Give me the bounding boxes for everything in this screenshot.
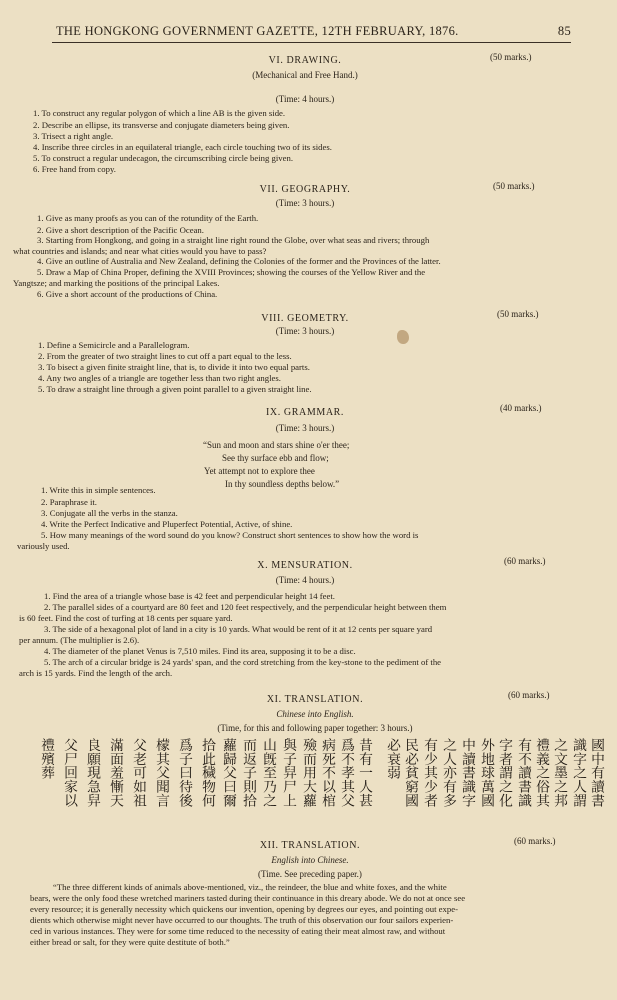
chinese-column: 中讀書識字 [459,738,475,807]
drawing-q4: 4. Inscribe three circles in an equilateral triangle, each circle touching two of its sides. [33,142,332,152]
chinese-column: 與子舁尸上 [280,738,296,807]
chinese-column: 檬其父聞言 [153,738,169,807]
geometry-q1: 1. Define a Semicircle and a Parallelogram. [38,340,190,350]
page-number: 85 [557,24,571,38]
geometry-q3: 3. To bisect a given finite straight line, that is, to divide it into two equal parts. [38,362,310,372]
grammar-q5-cont: variously used. [17,541,70,551]
mensuration-q3: 3. The side of a hexagonal plot of land in a city is 10 yards. What would be rent of it at 12 cents per square yard [44,624,433,634]
time-grammar: (Time: 3 hours.) [275,423,335,433]
geometry-q4: 4. Any two angles of a triangle are together less than two right angles. [38,373,281,383]
chinese-column: 有不讀書識 [515,738,531,807]
chinese-column: 國中有讀書 [588,738,604,807]
marks-grammar: (40 marks.) [500,403,542,413]
chinese-column: 爲子曰待後 [176,738,192,807]
geometry-q2: 2. From the greater of two straight lines to cut off a part equal to the less. [38,351,292,361]
geography-q2: 2. Give a short description of the Pacific Ocean. [37,225,204,235]
mensuration-q5: 5. The arch of a circular bridge is 24 yards' span, and the cord stretching from the key-stone to the pediment of the [44,657,442,667]
poem-line-1: “Sun and moon and stars shine o'er thee; [203,440,350,450]
subtitle-translation-2: English into Chinese. [271,855,349,865]
passage-line-4: dients which otherwise might never have occurred to our thoughts. The truth of this observation our four sailors experien- [30,915,454,925]
geography-q6: 6. Give a short account of the productions of China. [37,289,218,299]
chinese-column: 有少其少者 [421,738,437,807]
section-title-geography: VII. GEOGRAPHY. [259,184,351,195]
mensuration-q4: 4. The diameter of the planet Venus is 7,510 miles. Find its area, supposing it to be a disc. [44,646,356,656]
passage-line-2: bears, were the only food these wretched mariners tasted during their continuance in this dreary abode. We do not at once see [30,893,466,903]
time-geometry: (Time: 3 hours.) [275,326,335,336]
drawing-q5: 5. To construct a regular undecagon, the circumscribing circle being given. [33,153,294,163]
time-mensuration: (Time: 4 hours.) [275,575,335,585]
chinese-column: 山旣至乃之 [260,738,276,807]
grammar-q2: 2. Paraphrase it. [41,497,97,507]
geography-q4: 4. Give an outline of Australia and New Zealand, defining the Colonies of the former and the Provinces of the latter. [37,256,441,266]
chinese-column: 必衰弱 [384,738,400,780]
chinese-column: 字者謂之化 [496,738,512,807]
chinese-column: 拾此穢物何 [199,738,215,807]
passage-line-1: “The three different kinds of animals above-mentioned, viz., the reindeer, the blue and white foxes, and the white [53,882,447,892]
grammar-q5: 5. How many meanings of the word sound do you know? Construct short sentences to show how the word is [41,530,419,540]
grammar-q4: 4. Write the Perfect Indicative and Pluperfect Potential, Active, of shine. [41,519,293,529]
chinese-column: 之文墨之邦 [551,738,567,807]
section-title-drawing: VI. DRAWING. [268,55,342,66]
section-title-mensuration: X. MENSURATION. [257,560,353,571]
paper-stain [397,330,409,344]
section-title-grammar: IX. GRAMMAR. [265,407,345,418]
mensuration-q5-cont: arch is 15 yards. Find the length of the arch. [19,668,173,678]
page-header [56,24,571,39]
drawing-q6: 6. Free hand from copy. [33,164,116,174]
marks-drawing: (50 marks.) [490,52,532,62]
mensuration-q3-cont: per annum. (The multiplier is 2.6). [19,635,140,645]
chinese-column: 識字之人謂 [570,738,586,807]
time-translation-1: (Time, for this and following paper together: 3 hours.) [217,723,413,733]
passage-line-3: every resource; it is generally necessity which quickens our invention, opening by degrees our eyes, and pointing out expe- [30,904,458,914]
chinese-column: 外地球萬國 [478,738,494,807]
marks-translation-1: (60 marks.) [508,690,550,700]
geography-q3-cont: what countries and islands; and near what cities would you have to pass? [13,246,267,256]
chinese-column: 父尸回家以 [61,738,77,807]
passage-line-5: ced in various instances. They were for some time reduced to the necessity of eating their meat almost raw, and without [30,926,446,936]
mensuration-q1: 1. Find the area of a triangle whose base is 42 feet and perpendicular height 14 feet. [44,591,335,601]
chinese-column: 良願現急舁 [84,738,100,807]
grammar-q1: 1. Write this in simple sentences. [41,485,156,495]
chinese-column: 禮義之俗其 [533,738,549,807]
geography-q3: 3. Starting from Hongkong, and going in a straight line right round the Globe, over what seas and rivers; through [37,235,430,245]
marks-geometry: (50 marks.) [497,309,539,319]
geography-q5: 5. Draw a Map of China Proper, defining the XVIII Provinces; showing the courses of the Yellow River and the [37,267,426,277]
chinese-column: 爲不孝其父 [338,738,354,807]
subtitle-translation-1: Chinese into English. [276,709,354,719]
poem-line-2: See thy surface ebb and flow; [222,453,329,463]
drawing-q2: 2. Describe an ellipse, its transverse and conjugate diameters being given. [33,120,290,130]
time-translation-2: (Time. See preceding paper.) [258,869,362,879]
geography-q1: 1. Give as many proofs as you can of the rotundity of the Earth. [37,213,259,223]
mensuration-q2: 2. The parallel sides of a courtyard are 80 feet and 120 feet respectively, and the perpendicular height between them [44,602,447,612]
drawing-q3: 3. Trisect a right angle. [33,131,114,141]
chinese-column: 滿面羞慚天 [107,738,123,807]
gazette-title: THE HONGKONG GOVERNMENT GAZETTE, 12TH FEBRUARY, 1876. [56,24,459,38]
chinese-column: 病死不以棺 [319,738,335,807]
section-title-translation-1: XI. TRANSLATION. [266,694,364,705]
marks-translation-2: (60 marks.) [514,836,556,846]
mensuration-q2-cont: is 60 feet. Find the cost of turfing at 18 cents per square yard. [19,613,233,623]
poem-line-3: Yet attempt not to explore thee [204,466,315,476]
section-title-translation-2: XII. TRANSLATION. [259,840,361,851]
chinese-column: 之人亦有多 [440,738,456,807]
chinese-column: 民必貧窮國 [402,738,418,807]
poem-line-4: In thy soundless depths below.” [225,479,340,489]
marks-geography: (50 marks.) [493,181,535,191]
header-rule [52,42,571,43]
chinese-column: 禮殯葬 [38,738,54,780]
time-geography: (Time: 3 hours.) [275,198,335,208]
chinese-column: 父老可如祖 [130,738,146,807]
section-title-geometry: VIII. GEOMETRY. [261,313,349,324]
chinese-column: 蘿歸父曰爾 [220,738,236,807]
chinese-column: 昔有一人甚 [356,738,372,807]
geography-q5-cont: Yangtsze; and marking the positions of the principal Lakes. [13,278,220,288]
drawing-q1: 1. To construct any regular polygon of which a line AB is the given side. [33,108,286,118]
chinese-column: 而返子則拾 [240,738,256,807]
subtitle-drawing: (Mechanical and Free Hand.) [252,70,358,80]
time-drawing: (Time: 4 hours.) [275,94,335,104]
grammar-q3: 3. Conjugate all the verbs in the stanza. [41,508,178,518]
passage-line-6: either bread or salt, for they were quite destitute of both.” [30,937,230,947]
geometry-q5: 5. To draw a straight line through a given point parallel to a given straight line. [38,384,312,394]
marks-mensuration: (60 marks.) [504,556,546,566]
chinese-column: 殮而用大蘿 [300,738,316,807]
